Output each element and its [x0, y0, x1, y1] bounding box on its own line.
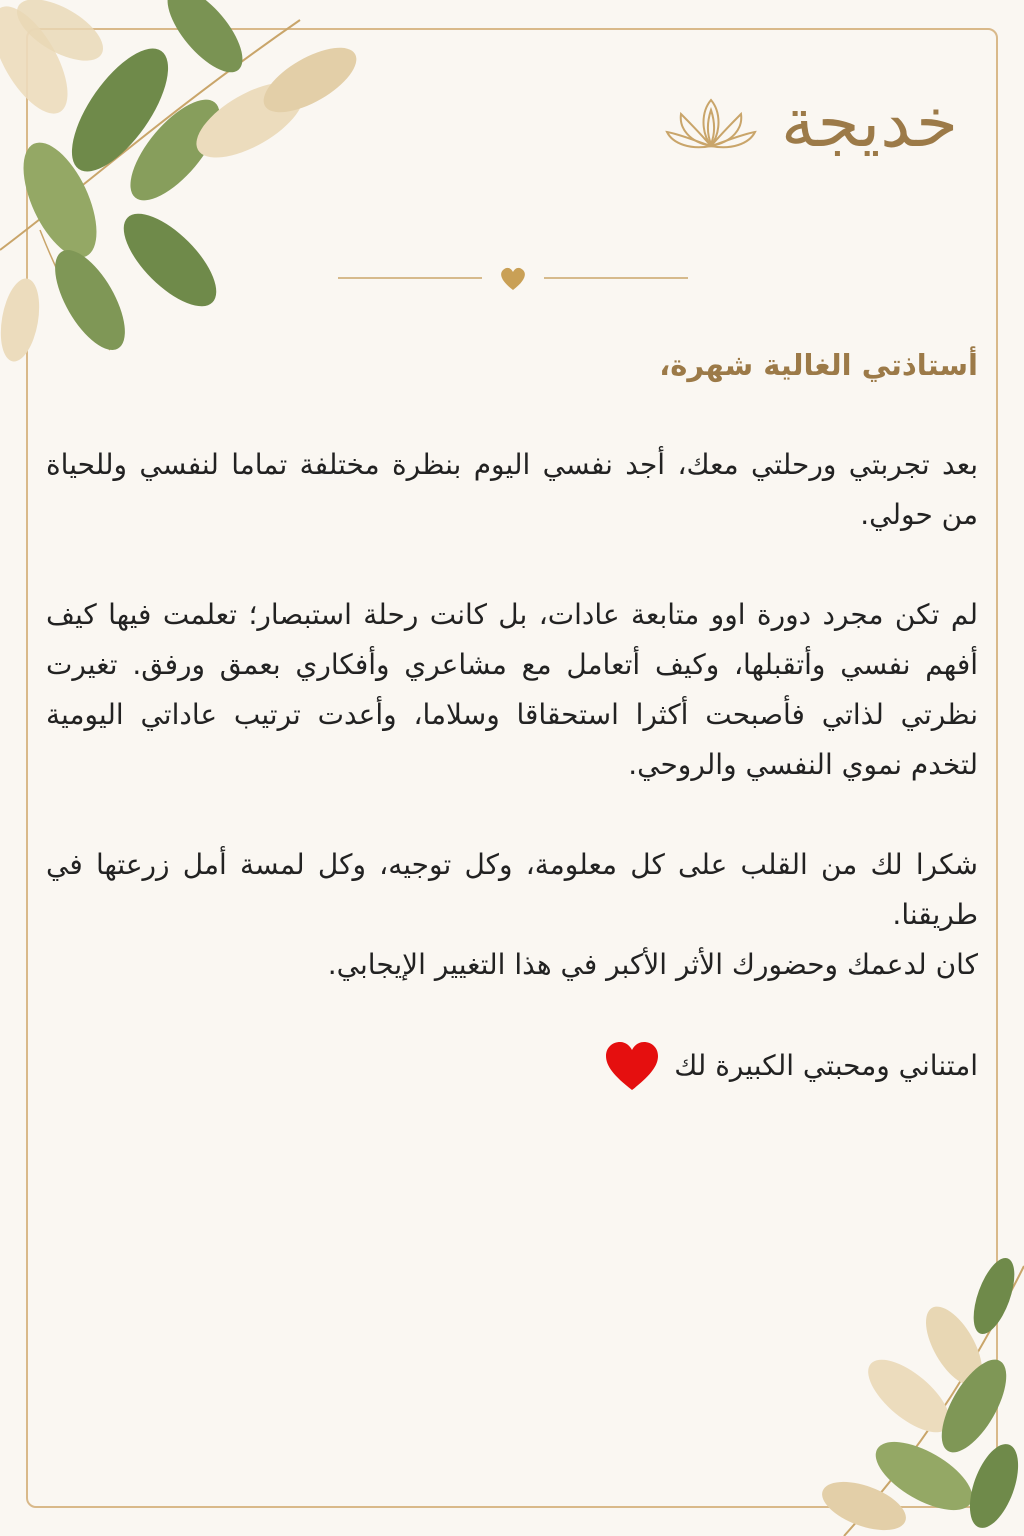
letter-paragraph: شكرا لك من القلب على كل معلومة، وكل توجيه، وكل لمسة أمل زرعتها في طريقنا. — [46, 848, 978, 931]
page-title: خديجة — [780, 84, 958, 163]
letter-closing — [46, 1040, 978, 1092]
heart-icon — [501, 268, 525, 290]
heart-icon — [604, 1040, 660, 1092]
letter-greeting: أستاذتي الغالية شهرة، — [659, 348, 978, 382]
closing-text: امتناني ومحبتي الكبيرة لك — [674, 1049, 978, 1082]
letter-body — [46, 340, 978, 1092]
letter-paragraph: بعد تجربتي ورحلتي معك، أجد نفسي اليوم بنظرة مختلفة تماما لنفسي وللحياة من حولي. — [46, 448, 978, 531]
header — [663, 84, 958, 163]
letter-paragraph: لم تكن مجرد دورة اوو متابعة عادات، بل كانت رحلة استبصار؛ تعلمت فيها كيف أفهم نفسي وأتقبلها، وكيف أتعامل مع مشاعري وأفكاري بعمق ورفق. تغيرت نظرتي لذاتي فأصبحت أكثرا استحقاقا وسلاما، وأعدت ترتيب عاداتي اليومية لتخدم نموي النفسي والروحي. — [46, 598, 978, 781]
leaves-decoration-top — [0, 0, 380, 380]
ornamental-divider — [338, 264, 688, 292]
lotus-icon — [663, 92, 759, 156]
letter-paragraph: كان لدعمك وحضورك الأثر الأكبر في هذا التغيير الإيجابي. — [327, 948, 978, 981]
leaves-decoration-bottom — [784, 1236, 1024, 1536]
